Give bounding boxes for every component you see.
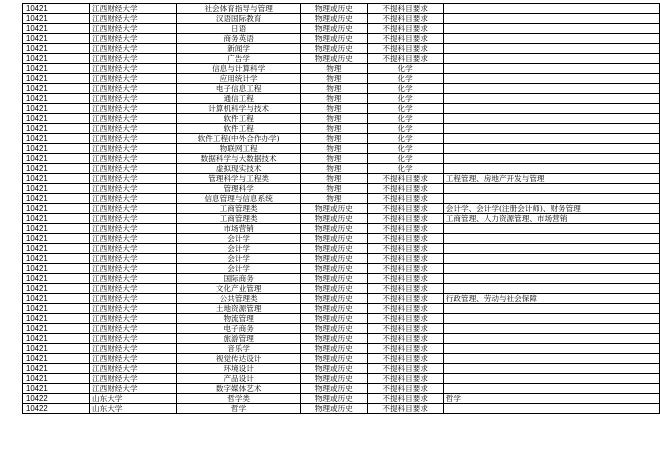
table-row xyxy=(23,74,660,84)
school-name-cell: 江西财经大学 xyxy=(90,224,177,234)
subject-requirement-cell: 物理或历史 xyxy=(301,404,367,414)
other-subject-requirement-cell: 不提科目要求 xyxy=(367,264,443,274)
major-name-cell: 数据科学与大数据技术 xyxy=(177,154,301,164)
table-row xyxy=(23,384,660,394)
included-majors-cell: 会计学、会计学(注册会计师)、财务管理 xyxy=(443,204,659,214)
included-majors-cell xyxy=(443,324,659,334)
school-code-cell: 10421 xyxy=(23,24,90,34)
subject-requirement-cell: 物理或历史 xyxy=(301,4,367,14)
subject-requirement-cell: 物理或历史 xyxy=(301,44,367,54)
table-row xyxy=(23,224,660,234)
major-name-cell: 会计学 xyxy=(177,244,301,254)
school-name-cell: 江西财经大学 xyxy=(90,194,177,204)
included-majors-cell xyxy=(443,404,659,414)
subject-requirement-cell: 物理或历史 xyxy=(301,274,367,284)
major-name-cell: 管理科学 xyxy=(177,184,301,194)
included-majors-cell xyxy=(443,224,659,234)
major-name-cell: 哲学 xyxy=(177,404,301,414)
other-subject-requirement-cell: 不提科目要求 xyxy=(367,34,443,44)
other-subject-requirement-cell: 不提科目要求 xyxy=(367,344,443,354)
major-name-cell: 社会体育指导与管理 xyxy=(177,4,301,14)
subject-requirement-cell: 物理或历史 xyxy=(301,214,367,224)
school-name-cell: 江西财经大学 xyxy=(90,314,177,324)
other-subject-requirement-cell: 化学 xyxy=(367,94,443,104)
major-name-cell: 软件工程 xyxy=(177,124,301,134)
subject-requirement-cell: 物理或历史 xyxy=(301,254,367,264)
table-row xyxy=(23,344,660,354)
included-majors-cell xyxy=(443,284,659,294)
school-name-cell: 江西财经大学 xyxy=(90,164,177,174)
included-majors-cell xyxy=(443,144,659,154)
school-code-cell: 10421 xyxy=(23,324,90,334)
school-code-cell: 10421 xyxy=(23,64,90,74)
major-name-cell: 电子商务 xyxy=(177,324,301,334)
table-row xyxy=(23,84,660,94)
school-code-cell: 10421 xyxy=(23,184,90,194)
subject-requirement-cell: 物理或历史 xyxy=(301,204,367,214)
table-row xyxy=(23,14,660,24)
school-code-cell: 10421 xyxy=(23,214,90,224)
major-name-cell: 应用统计学 xyxy=(177,74,301,84)
school-name-cell: 江西财经大学 xyxy=(90,174,177,184)
subject-requirement-cell: 物理或历史 xyxy=(301,344,367,354)
major-name-cell: 信息与计算科学 xyxy=(177,64,301,74)
other-subject-requirement-cell: 不提科目要求 xyxy=(367,304,443,314)
school-name-cell: 江西财经大学 xyxy=(90,124,177,134)
other-subject-requirement-cell: 不提科目要求 xyxy=(367,354,443,364)
other-subject-requirement-cell: 化学 xyxy=(367,104,443,114)
school-code-cell: 10421 xyxy=(23,234,90,244)
school-name-cell: 江西财经大学 xyxy=(90,374,177,384)
school-name-cell: 江西财经大学 xyxy=(90,64,177,74)
major-name-cell: 计算机科学与技术 xyxy=(177,104,301,114)
school-code-cell: 10421 xyxy=(23,34,90,44)
other-subject-requirement-cell: 不提科目要求 xyxy=(367,324,443,334)
school-code-cell: 10421 xyxy=(23,44,90,54)
subject-requirement-cell: 物理 xyxy=(301,84,367,94)
included-majors-cell xyxy=(443,184,659,194)
included-majors-cell xyxy=(443,234,659,244)
included-majors-cell xyxy=(443,104,659,114)
other-subject-requirement-cell: 不提科目要求 xyxy=(367,4,443,14)
subject-requirement-cell: 物理或历史 xyxy=(301,244,367,254)
major-name-cell: 商务英语 xyxy=(177,34,301,44)
other-subject-requirement-cell: 不提科目要求 xyxy=(367,364,443,374)
subject-requirement-cell: 物理 xyxy=(301,104,367,114)
school-code-cell: 10421 xyxy=(23,274,90,284)
table-row xyxy=(23,304,660,314)
table-row xyxy=(23,294,660,304)
other-subject-requirement-cell: 不提科目要求 xyxy=(367,274,443,284)
school-code-cell: 10421 xyxy=(23,294,90,304)
table-row xyxy=(23,374,660,384)
table-row xyxy=(23,194,660,204)
other-subject-requirement-cell: 不提科目要求 xyxy=(367,244,443,254)
school-code-cell: 10421 xyxy=(23,244,90,254)
included-majors-cell xyxy=(443,364,659,374)
other-subject-requirement-cell: 不提科目要求 xyxy=(367,24,443,34)
table-row xyxy=(23,314,660,324)
major-name-cell: 物联网工程 xyxy=(177,144,301,154)
school-code-cell: 10422 xyxy=(23,404,90,414)
included-majors-cell xyxy=(443,304,659,314)
subject-requirement-cell: 物理 xyxy=(301,144,367,154)
school-name-cell: 江西财经大学 xyxy=(90,54,177,64)
other-subject-requirement-cell: 不提科目要求 xyxy=(367,224,443,234)
other-subject-requirement-cell: 不提科目要求 xyxy=(367,184,443,194)
school-name-cell: 江西财经大学 xyxy=(90,184,177,194)
other-subject-requirement-cell: 不提科目要求 xyxy=(367,234,443,244)
subject-requirement-cell: 物理 xyxy=(301,184,367,194)
school-name-cell: 江西财经大学 xyxy=(90,304,177,314)
school-code-cell: 10421 xyxy=(23,364,90,374)
other-subject-requirement-cell: 不提科目要求 xyxy=(367,194,443,204)
subject-requirement-cell: 物理或历史 xyxy=(301,354,367,364)
school-name-cell: 江西财经大学 xyxy=(90,24,177,34)
school-name-cell: 江西财经大学 xyxy=(90,264,177,274)
other-subject-requirement-cell: 不提科目要求 xyxy=(367,384,443,394)
subject-requirement-cell: 物理或历史 xyxy=(301,374,367,384)
included-majors-cell xyxy=(443,244,659,254)
subject-requirement-cell: 物理 xyxy=(301,164,367,174)
table-row xyxy=(23,274,660,284)
included-majors-cell xyxy=(443,84,659,94)
included-majors-cell xyxy=(443,164,659,174)
included-majors-cell xyxy=(443,14,659,24)
school-code-cell: 10421 xyxy=(23,354,90,364)
included-majors-cell xyxy=(443,54,659,64)
school-name-cell: 江西财经大学 xyxy=(90,94,177,104)
other-subject-requirement-cell: 不提科目要求 xyxy=(367,374,443,384)
major-name-cell: 信息管理与信息系统 xyxy=(177,194,301,204)
major-name-cell: 旅游管理 xyxy=(177,334,301,344)
subject-requirement-cell: 物理或历史 xyxy=(301,54,367,64)
major-name-cell: 日语 xyxy=(177,24,301,34)
included-majors-cell xyxy=(443,44,659,54)
subject-requirement-cell: 物理 xyxy=(301,124,367,134)
major-name-cell: 会计学 xyxy=(177,264,301,274)
included-majors-cell xyxy=(443,34,659,44)
major-name-cell: 环境设计 xyxy=(177,364,301,374)
major-name-cell: 软件工程(中外合作办学) xyxy=(177,134,301,144)
admission-subject-table xyxy=(22,3,660,414)
school-code-cell: 10421 xyxy=(23,344,90,354)
school-name-cell: 江西财经大学 xyxy=(90,234,177,244)
subject-requirement-cell: 物理 xyxy=(301,174,367,184)
school-name-cell: 江西财经大学 xyxy=(90,104,177,114)
included-majors-cell xyxy=(443,94,659,104)
school-name-cell: 江西财经大学 xyxy=(90,44,177,54)
table-row xyxy=(23,334,660,344)
major-name-cell: 广告学 xyxy=(177,54,301,64)
school-code-cell: 10421 xyxy=(23,4,90,14)
included-majors-cell: 工商管理、人力资源管理、市场营销 xyxy=(443,214,659,224)
school-name-cell: 江西财经大学 xyxy=(90,84,177,94)
school-name-cell: 江西财经大学 xyxy=(90,354,177,364)
table-row xyxy=(23,324,660,334)
other-subject-requirement-cell: 不提科目要求 xyxy=(367,334,443,344)
table-row xyxy=(23,264,660,274)
table-row xyxy=(23,174,660,184)
included-majors-cell xyxy=(443,354,659,364)
table-row xyxy=(23,4,660,14)
included-majors-cell xyxy=(443,114,659,124)
other-subject-requirement-cell: 不提科目要求 xyxy=(367,214,443,224)
included-majors-cell xyxy=(443,24,659,34)
table-row xyxy=(23,24,660,34)
included-majors-cell: 哲学 xyxy=(443,394,659,404)
school-code-cell: 10421 xyxy=(23,124,90,134)
school-name-cell: 江西财经大学 xyxy=(90,4,177,14)
major-name-cell: 视觉传达设计 xyxy=(177,354,301,364)
subject-requirement-cell: 物理 xyxy=(301,194,367,204)
other-subject-requirement-cell: 化学 xyxy=(367,74,443,84)
school-name-cell: 江西财经大学 xyxy=(90,114,177,124)
subject-requirement-cell: 物理或历史 xyxy=(301,34,367,44)
other-subject-requirement-cell: 化学 xyxy=(367,124,443,134)
school-name-cell: 江西财经大学 xyxy=(90,274,177,284)
school-code-cell: 10421 xyxy=(23,164,90,174)
other-subject-requirement-cell: 不提科目要求 xyxy=(367,404,443,414)
subject-requirement-cell: 物理或历史 xyxy=(301,224,367,234)
school-name-cell: 江西财经大学 xyxy=(90,14,177,24)
table-row xyxy=(23,244,660,254)
included-majors-cell xyxy=(443,254,659,264)
table-row xyxy=(23,154,660,164)
school-code-cell: 10421 xyxy=(23,254,90,264)
table-row xyxy=(23,164,660,174)
school-code-cell: 10421 xyxy=(23,144,90,154)
school-code-cell: 10422 xyxy=(23,394,90,404)
table-body xyxy=(23,4,660,414)
other-subject-requirement-cell: 化学 xyxy=(367,154,443,164)
school-name-cell: 江西财经大学 xyxy=(90,324,177,334)
subject-requirement-cell: 物理 xyxy=(301,64,367,74)
subject-requirement-cell: 物理或历史 xyxy=(301,14,367,24)
other-subject-requirement-cell: 化学 xyxy=(367,134,443,144)
included-majors-cell xyxy=(443,274,659,284)
other-subject-requirement-cell: 不提科目要求 xyxy=(367,254,443,264)
school-code-cell: 10421 xyxy=(23,264,90,274)
table-row xyxy=(23,34,660,44)
included-majors-cell xyxy=(443,64,659,74)
major-name-cell: 汉语国际教育 xyxy=(177,14,301,24)
school-name-cell: 江西财经大学 xyxy=(90,284,177,294)
included-majors-cell xyxy=(443,374,659,384)
table-row xyxy=(23,134,660,144)
major-name-cell: 工商管理类 xyxy=(177,214,301,224)
major-name-cell: 通信工程 xyxy=(177,94,301,104)
major-name-cell: 管理科学与工程类 xyxy=(177,174,301,184)
table-row xyxy=(23,284,660,294)
included-majors-cell xyxy=(443,384,659,394)
table-row xyxy=(23,94,660,104)
school-name-cell: 江西财经大学 xyxy=(90,254,177,264)
major-name-cell: 虚拟现实技术 xyxy=(177,164,301,174)
table-row xyxy=(23,214,660,224)
table-row xyxy=(23,204,660,214)
table-row xyxy=(23,394,660,404)
major-name-cell: 工商管理类 xyxy=(177,204,301,214)
school-code-cell: 10421 xyxy=(23,224,90,234)
subject-requirement-cell: 物理或历史 xyxy=(301,264,367,274)
other-subject-requirement-cell: 不提科目要求 xyxy=(367,14,443,24)
other-subject-requirement-cell: 化学 xyxy=(367,64,443,74)
other-subject-requirement-cell: 化学 xyxy=(367,84,443,94)
subject-requirement-cell: 物理 xyxy=(301,94,367,104)
school-code-cell: 10421 xyxy=(23,304,90,314)
major-name-cell: 哲学类 xyxy=(177,394,301,404)
school-name-cell: 江西财经大学 xyxy=(90,294,177,304)
subject-requirement-cell: 物理或历史 xyxy=(301,324,367,334)
school-code-cell: 10421 xyxy=(23,84,90,94)
other-subject-requirement-cell: 化学 xyxy=(367,164,443,174)
other-subject-requirement-cell: 化学 xyxy=(367,144,443,154)
school-code-cell: 10421 xyxy=(23,114,90,124)
table-row xyxy=(23,104,660,114)
included-majors-cell xyxy=(443,334,659,344)
major-name-cell: 数字媒体艺术 xyxy=(177,384,301,394)
major-name-cell: 公共管理类 xyxy=(177,294,301,304)
school-code-cell: 10421 xyxy=(23,54,90,64)
other-subject-requirement-cell: 化学 xyxy=(367,114,443,124)
major-name-cell: 会计学 xyxy=(177,254,301,264)
included-majors-cell: 工程管理、房地产开发与管理 xyxy=(443,174,659,184)
included-majors-cell xyxy=(443,344,659,354)
major-name-cell: 音乐学 xyxy=(177,344,301,354)
major-name-cell: 国际商务 xyxy=(177,274,301,284)
included-majors-cell xyxy=(443,74,659,84)
school-code-cell: 10421 xyxy=(23,284,90,294)
included-majors-cell xyxy=(443,154,659,164)
major-name-cell: 电子信息工程 xyxy=(177,84,301,94)
other-subject-requirement-cell: 不提科目要求 xyxy=(367,314,443,324)
school-name-cell: 江西财经大学 xyxy=(90,344,177,354)
other-subject-requirement-cell: 不提科目要求 xyxy=(367,174,443,184)
other-subject-requirement-cell: 不提科目要求 xyxy=(367,204,443,214)
table-row xyxy=(23,54,660,64)
school-code-cell: 10421 xyxy=(23,134,90,144)
major-name-cell: 会计学 xyxy=(177,234,301,244)
subject-requirement-cell: 物理或历史 xyxy=(301,384,367,394)
school-code-cell: 10421 xyxy=(23,194,90,204)
other-subject-requirement-cell: 不提科目要求 xyxy=(367,394,443,404)
included-majors-cell xyxy=(443,4,659,14)
school-name-cell: 江西财经大学 xyxy=(90,384,177,394)
school-name-cell: 江西财经大学 xyxy=(90,144,177,154)
subject-requirement-cell: 物理或历史 xyxy=(301,284,367,294)
subject-requirement-cell: 物理或历史 xyxy=(301,334,367,344)
school-name-cell: 江西财经大学 xyxy=(90,204,177,214)
table-row xyxy=(23,354,660,364)
school-name-cell: 江西财经大学 xyxy=(90,214,177,224)
table-row xyxy=(23,114,660,124)
subject-requirement-cell: 物理 xyxy=(301,74,367,84)
school-code-cell: 10421 xyxy=(23,374,90,384)
table-row xyxy=(23,64,660,74)
school-code-cell: 10421 xyxy=(23,74,90,84)
subject-requirement-cell: 物理或历史 xyxy=(301,394,367,404)
school-code-cell: 10421 xyxy=(23,14,90,24)
school-name-cell: 江西财经大学 xyxy=(90,74,177,84)
school-code-cell: 10421 xyxy=(23,154,90,164)
major-name-cell: 物流管理 xyxy=(177,314,301,324)
table-row xyxy=(23,124,660,134)
school-name-cell: 江西财经大学 xyxy=(90,334,177,344)
major-name-cell: 新闻学 xyxy=(177,44,301,54)
included-majors-cell xyxy=(443,264,659,274)
table-row xyxy=(23,184,660,194)
school-name-cell: 山东大学 xyxy=(90,404,177,414)
school-name-cell: 江西财经大学 xyxy=(90,134,177,144)
other-subject-requirement-cell: 不提科目要求 xyxy=(367,44,443,54)
table-row xyxy=(23,234,660,244)
subject-requirement-cell: 物理 xyxy=(301,114,367,124)
major-name-cell: 市场营销 xyxy=(177,224,301,234)
school-name-cell: 江西财经大学 xyxy=(90,244,177,254)
table-row xyxy=(23,404,660,414)
included-majors-cell xyxy=(443,194,659,204)
subject-requirement-cell: 物理或历史 xyxy=(301,24,367,34)
school-name-cell: 山东大学 xyxy=(90,394,177,404)
subject-requirement-cell: 物理 xyxy=(301,134,367,144)
included-majors-cell: 行政管理、劳动与社会保障 xyxy=(443,294,659,304)
school-name-cell: 江西财经大学 xyxy=(90,154,177,164)
table-row xyxy=(23,364,660,374)
school-code-cell: 10421 xyxy=(23,94,90,104)
school-name-cell: 江西财经大学 xyxy=(90,34,177,44)
included-majors-cell xyxy=(443,314,659,324)
other-subject-requirement-cell: 不提科目要求 xyxy=(367,294,443,304)
subject-requirement-cell: 物理或历史 xyxy=(301,364,367,374)
other-subject-requirement-cell: 不提科目要求 xyxy=(367,284,443,294)
table-row xyxy=(23,254,660,264)
major-name-cell: 软件工程 xyxy=(177,114,301,124)
subject-requirement-cell: 物理 xyxy=(301,154,367,164)
school-code-cell: 10421 xyxy=(23,174,90,184)
major-name-cell: 土地资源管理 xyxy=(177,304,301,314)
other-subject-requirement-cell: 不提科目要求 xyxy=(367,54,443,64)
school-code-cell: 10421 xyxy=(23,314,90,324)
major-name-cell: 产品设计 xyxy=(177,374,301,384)
table-row xyxy=(23,144,660,154)
subject-requirement-cell: 物理或历史 xyxy=(301,294,367,304)
major-name-cell: 文化产业管理 xyxy=(177,284,301,294)
school-name-cell: 江西财经大学 xyxy=(90,364,177,374)
subject-requirement-cell: 物理或历史 xyxy=(301,314,367,324)
included-majors-cell xyxy=(443,134,659,144)
school-code-cell: 10421 xyxy=(23,334,90,344)
subject-requirement-cell: 物理或历史 xyxy=(301,234,367,244)
subject-requirement-cell: 物理或历史 xyxy=(301,304,367,314)
table-row xyxy=(23,44,660,54)
school-code-cell: 10421 xyxy=(23,204,90,214)
school-code-cell: 10421 xyxy=(23,104,90,114)
included-majors-cell xyxy=(443,124,659,134)
school-code-cell: 10421 xyxy=(23,384,90,394)
